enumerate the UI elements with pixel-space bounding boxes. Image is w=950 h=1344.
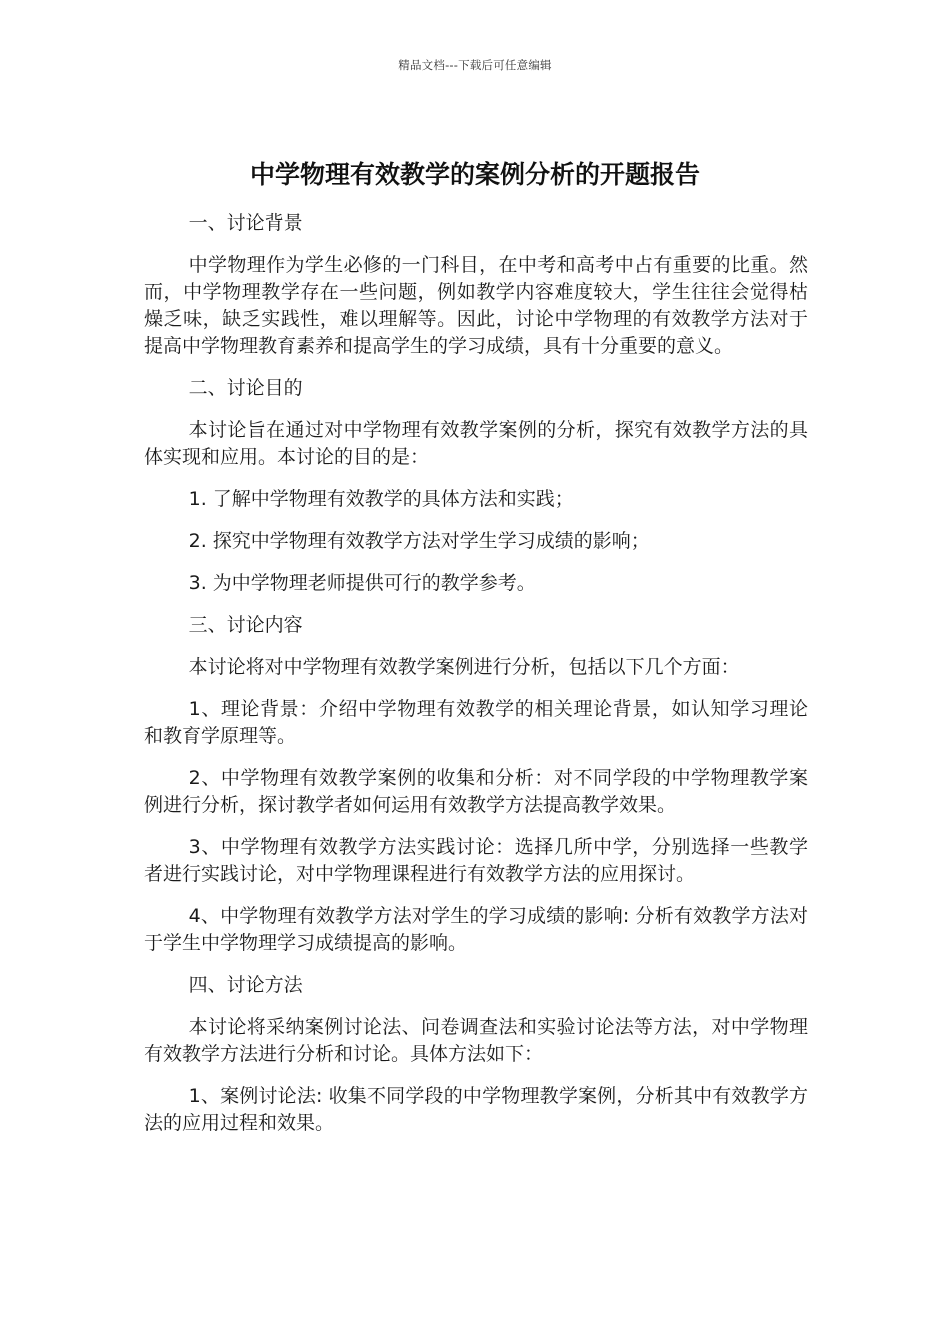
- content-item-1: 1、理论背景：介绍中学物理有效教学的相关理论背景，如认知学习理论和教育学原理等。: [144, 698, 808, 747]
- purpose-item-3: 3. 为中学物理老师提供可行的教学参考。: [188, 572, 536, 594]
- content-item-4: 4、中学物理有效教学方法对学生的学习成绩的影响: 分析有效教学方法对于学生中学物理学习成绩提高的影响。: [144, 905, 808, 954]
- paragraph-content-intro: 本讨论将对中学物理有效教学案例进行分析，包括以下几个方面：: [188, 656, 740, 678]
- paragraph-purpose-intro: 本讨论旨在通过对中学物理有效教学案例的分析，探究有效教学方法的具体实现和应用。本讨论的目的是：: [144, 419, 808, 468]
- content-item-2: 2、中学物理有效教学案例的收集和分析：对不同学段的中学物理教学案例进行分析，探讨教学者如何运用有效教学方法提高教学效果。: [144, 767, 808, 816]
- method-item-1: 1、案例讨论法: 收集不同学段的中学物理教学案例，分析其中有效教学方法的应用过程和效果。: [144, 1085, 808, 1134]
- paragraph-method-intro: 本讨论将采纳案例讨论法、问卷调查法和实验讨论法等方法，对中学物理有效教学方法进行分析和讨论。具体方法如下：: [144, 1016, 808, 1065]
- content-item-3: 3、中学物理有效教学方法实践讨论：选择几所中学，分别选择一些教学者进行实践讨论，对中学物理课程进行有效教学方法的应用探讨。: [144, 836, 808, 885]
- purpose-item-2: 2. 探究中学物理有效教学方法对学生学习成绩的影响；: [188, 530, 650, 552]
- paragraph-background: 中学物理作为学生必修的一门科目，在中考和高考中占有重要的比重。然而，中学物理教学存在一些问题，例如教学内容难度较大，学生往往会觉得枯燥乏味，缺乏实践性，难以理解等。因此，讨论中学物理的有效教学方法对于提高中学物理教育素养和提高学生的学习成绩，具有十分重要的意义。: [144, 254, 808, 357]
- section-heading-background: 一、讨论背景: [188, 212, 303, 234]
- section-heading-content: 三、讨论内容: [188, 614, 303, 636]
- document-title: 中学物理有效教学的案例分析的开题报告: [249, 159, 700, 189]
- header-note: 精品文档---下载后可任意编辑: [398, 58, 552, 72]
- purpose-item-1: 1. 了解中学物理有效教学的具体方法和实践；: [188, 488, 574, 510]
- section-heading-purpose: 二、讨论目的: [188, 377, 303, 399]
- section-heading-method: 四、讨论方法: [188, 974, 303, 996]
- document-body: [144, 210, 808, 1152]
